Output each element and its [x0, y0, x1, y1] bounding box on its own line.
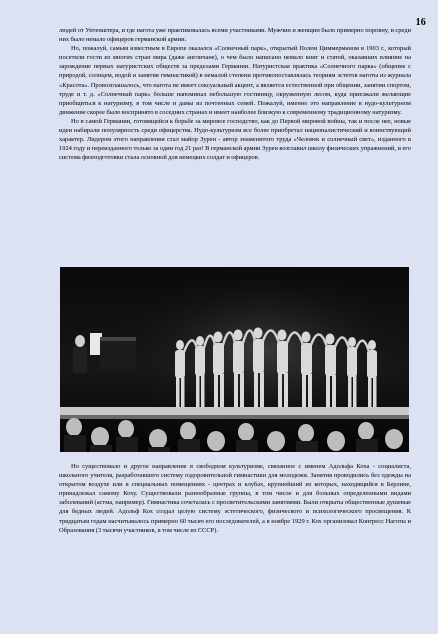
paragraph: Но, пожалуй, самым известным в Европе оказался «Солнечный парк», открытый Полем Циммерманом в 1903 г., который посетили гости из многих стран мира (даже англичане), о чем было написано немало книг и статей, оказавших влияние на зарождение первых натуристских обществ за пределами Германии. Натуристская практика «Солнечного парка» (общение с природой, солнцем, водой и занятия гимнастикой) в немалой степени противопоставлялась теориям эстетов наготы из журнала «Красота». Провозглашалось, что нагота не имеет сексуальный акцент, а является естественной при общении, занятии спортом, труде и т. д. «Солнечный парк» больше напоминал небольшую гостиницу, окруженную лесом, куда приезжали желающие приобщиться к натуризму, в том числе и дамы из почтенных семей. Пожалуй, именно это направление в нудо-культурном движение скорее было воспринято в соседних странах и имеет наиболее близкую к современному традиционному натуризму.	[59, 45, 411, 116]
paragraph: Но в самой Германии, готовящейся к борьбе за мировое господство, как до Первой мировой войны, так и после нее, новые идеи набирали популярность среди офицерства. Нудо-культуризм все более приобретал националистический и воинствующий характер. Лидером этого направления стал майор Зурен - автор знаменитого труда «Человек и солнечный свет», изданного в 1924 году и переизданного только за один год 21 раз! В германской армии Зурен возглавил школу физических упражнений, и его система физподготовки стала основной для немецких солдат и офицеров.	[59, 117, 411, 162]
page-number: 16	[415, 17, 426, 28]
text-block-bottom	[59, 462, 411, 535]
dance-photo	[60, 267, 409, 452]
paragraph: людей от Унтенштера, и где нагота уже практиковалась всеми участниками. Мужчин и женщин было примерно поровну, и среди них было немало офицеров германской армии.	[59, 27, 411, 44]
paragraph: Но существовало и другое направление в свободном культуризме, связанное с именем Адольфа Коха - социалиста, школьного учителя, разработавшего систему оздоровительной гимнастики для молодежи. Занятия проводились без одежды на открытом воздухе или в специальных помещениях - центрах и клубах, крупнейший из которых, находящийся в Берлине, принадлежал самому Коху. Существовали разнообразные группы, в том числе и для больных определенными видами заболеваний (астма, например). Гимнастика сочеталась с просветительскими занятиями. Были открыты общественные душевые для бедных людей. Адольф Кох создал целую систему эстетического, физического и психологического просвещения. К тридцатым годам насчитывалось примерно 60 тысяч его последователей, а в ноябре 1929 г. Кох организовал Конгресс Наготы и Образования (3 тысячи участников, в том числе из СССР).	[59, 463, 411, 534]
photo-illustration	[60, 267, 409, 452]
piano-figure	[73, 333, 136, 373]
text-block-top	[59, 26, 411, 162]
